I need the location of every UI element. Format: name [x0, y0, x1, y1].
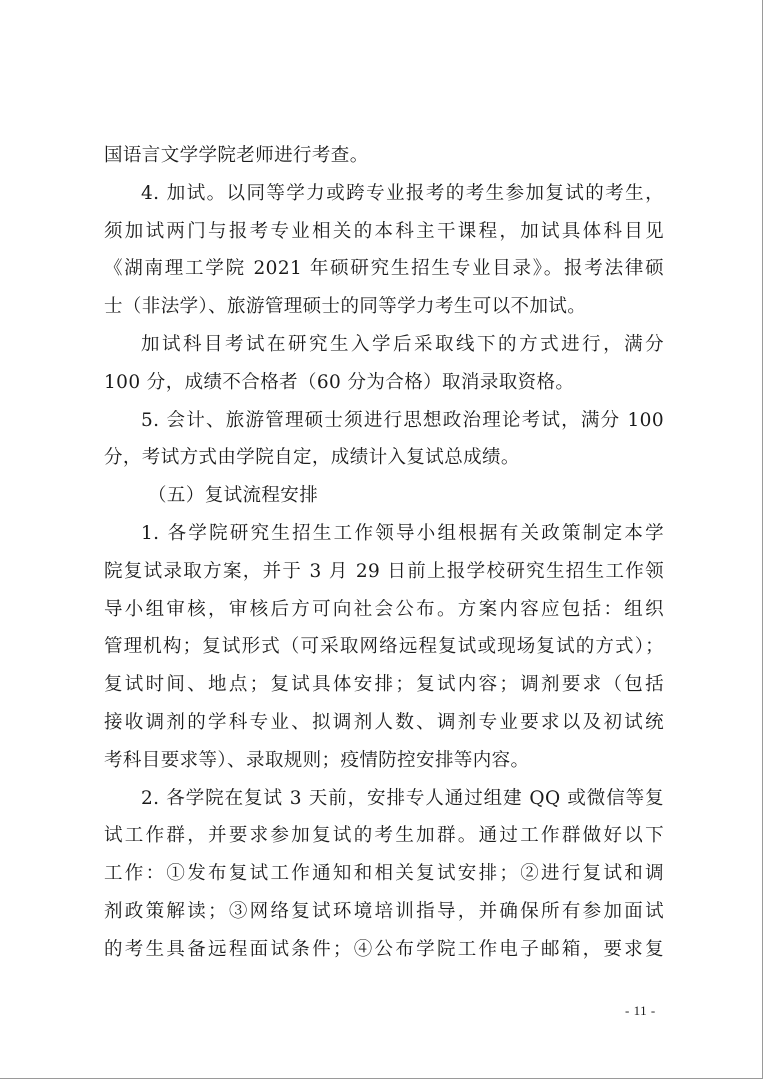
paragraph-line: 《湖南理工学院 2021 年硕研究生招生专业目录》。报考法律硕: [104, 258, 664, 280]
paragraph-line: 5. 会计、旅游管理硕士须进行思想政治理论考试，满分 100: [141, 409, 664, 431]
paragraph-line: 士（非法学）、旅游管理硕士的同等学力考生可以不加试。: [104, 296, 587, 318]
paragraph-line: 复试时间、地点；复试具体安排；复试内容；调剂要求（包括: [104, 674, 664, 696]
paragraph-line: 2. 各学院在复试 3 天前，安排专人通过组建 QQ 或微信等复: [141, 787, 664, 809]
page-number: - 11 -: [625, 1003, 656, 1018]
paragraph-line: 须加试两门与报考专业相关的本科主干课程，加试具体科目见: [104, 220, 664, 242]
paragraph-line: 导小组审核，审核后方可向社会公布。方案内容应包括：组织: [104, 598, 664, 620]
paragraph-line: 考科目要求等）、录取规则；疫情防控安排等内容。: [104, 749, 530, 771]
paragraph-line: 4. 加试。以同等学力或跨专业报考的考生参加复试的考生，: [141, 182, 664, 204]
paragraph-line: 国语言文学学院老师进行考查。: [104, 145, 369, 166]
paragraph-line: 分，考试方式由学院自定，成绩计入复试总成绩。: [104, 447, 520, 469]
paragraph-line: 加试科目考试在研究生入学后采取线下的方式进行，满分: [141, 333, 664, 355]
paragraph-line: 管理机构；复试形式（可采取网络远程复试或现场复试的方式）；: [104, 636, 664, 658]
paragraph-line: 的考生具备远程面试条件；④公布学院工作电子邮箱，要求复: [104, 938, 664, 960]
paragraph-line: 100 分，成绩不合格者（60 分为合格）取消录取资格。: [104, 371, 575, 393]
document-body: [104, 137, 664, 969]
paragraph-line: 院复试录取方案，并于 3 月 29 日前上报学校研究生招生工作领: [104, 560, 664, 582]
paragraph-line: 剂政策解读；③网络复试环境培训指导，并确保所有参加面试: [104, 900, 664, 922]
paragraph-line: 工作：①发布复试工作通知和相关复试安排；②进行复试和调: [104, 863, 664, 885]
paragraph-line: 试工作群，并要求参加复试的考生加群。通过工作群做好以下: [104, 825, 664, 847]
paragraph-line: 接收调剂的学科专业、拟调剂人数、调剂专业要求以及初试统: [104, 711, 664, 733]
paragraph-line: 1. 各学院研究生招生工作领导小组根据有关政策制定本学: [141, 522, 664, 544]
section-heading: （五）复试流程安排: [148, 485, 319, 507]
